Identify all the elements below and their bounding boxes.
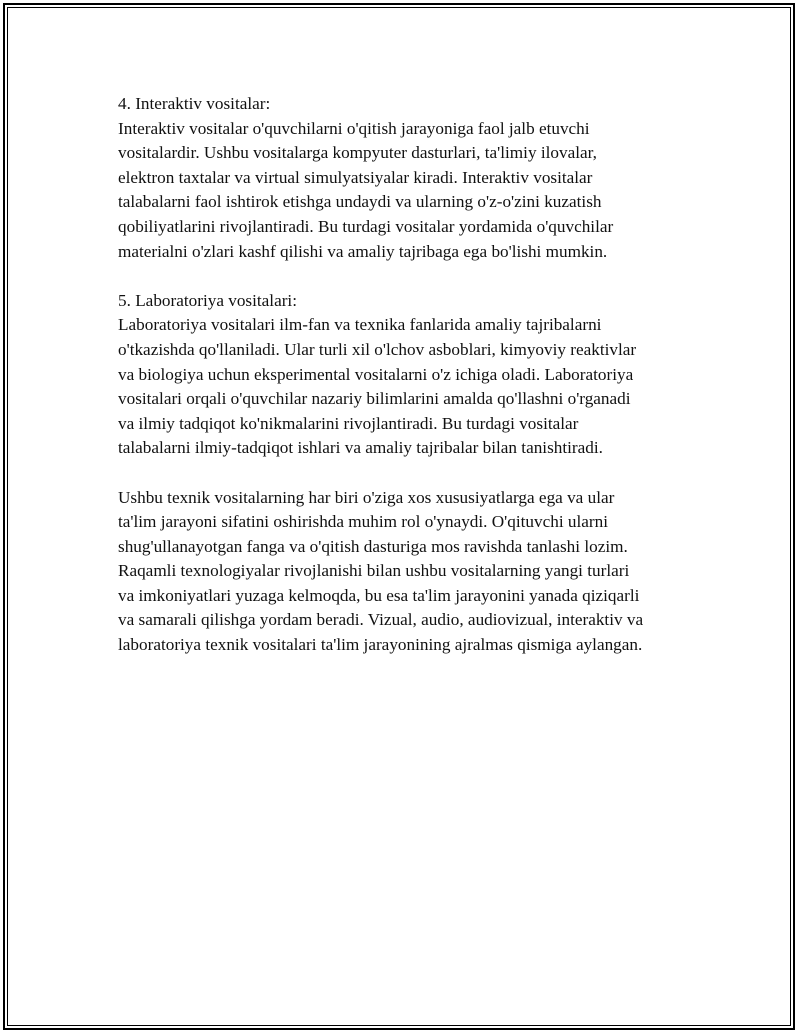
section-interactive-tools [118,92,708,264]
paragraph-line: laboratoriya texnik vositalari ta'lim jarayonining ajralmas qismiga aylangan. [118,635,643,655]
section-heading: 4. Interaktiv vositalar: [118,94,271,113]
paragraph-line: elektron taxtalar va virtual simulyatsiyalar kiradi. Interaktiv vositalar [118,167,593,187]
paragraph-line: va biologiya uchun eksperimental vositalarni o'z ichiga oladi. Laboratoriya [118,364,634,384]
paragraph-line: o'tkazishda qo'llaniladi. Ular turli xil o'lchov asboblari, kimyoviy reaktivlar [118,339,637,359]
paragraph-line: va samarali qilishga yordam beradi. Vizual, audio, audiovizual, interaktiv va [118,610,644,630]
paragraph-line: Interaktiv vositalar o'quvchilarni o'qitish jarayoniga faol jalb etuvchi [118,118,590,138]
paragraph-line: shug'ullanayotgan fanga va o'qitish dasturiga mos ravishda tanlashi lozim. [118,536,628,556]
conclusion-paragraph [118,486,708,658]
section-heading: 5. Laboratoriya vositalari: [118,290,297,310]
paragraph-line: talabalarni ilmiy-tadqiqot ishlari va amaliy tajribalar bilan tanishtiradi. [118,438,603,458]
paragraph-line: materialni o'zlari kashf qilishi va amaliy tajribaga ega bo'lishi mumkin. [118,241,608,261]
paragraph-line: talabalarni faol ishtirok etishga undaydi va ularning o'z-o'zini kuzatish [118,192,602,212]
paragraph-line: va ilmiy tadqiqot ko'nikmalarini rivojlantiradi. Bu turdagi vositalar [118,413,579,433]
paragraph-line: Ushbu texnik vositalarning har biri o'ziga xos xususiyatlarga ega va ular [118,487,615,507]
section-laboratory-tools [118,289,708,461]
paragraph-line: va imkoniyatlari yuzaga kelmoqda, bu esa ta'lim jarayonini yanada qiziqarli [118,585,640,605]
paragraph-line: qobiliyatlarini rivojlantiradi. Bu turdagi vositalar yordamida o'quvchilar [118,216,614,236]
paragraph-line: vositalardir. Ushbu vositalarga kompyuter dasturlari, ta'limiy ilovalar, [118,143,597,163]
document-body [118,92,708,682]
paragraph-line: Laboratoriya vositalari ilm-fan va texnika fanlarida amaliy tajribalarni [118,315,602,335]
paragraph-line: Raqamli texnologiyalar rivojlanishi bilan ushbu vositalarning yangi turlari [118,561,630,581]
paragraph-line: vositalari orqali o'quvchilar nazariy bilimlarini amalda qo'llashni o'rganadi [118,389,631,409]
paragraph-line: ta'lim jarayoni sifatini oshirishda muhim rol o'ynaydi. O'qituvchi ularni [118,512,608,532]
